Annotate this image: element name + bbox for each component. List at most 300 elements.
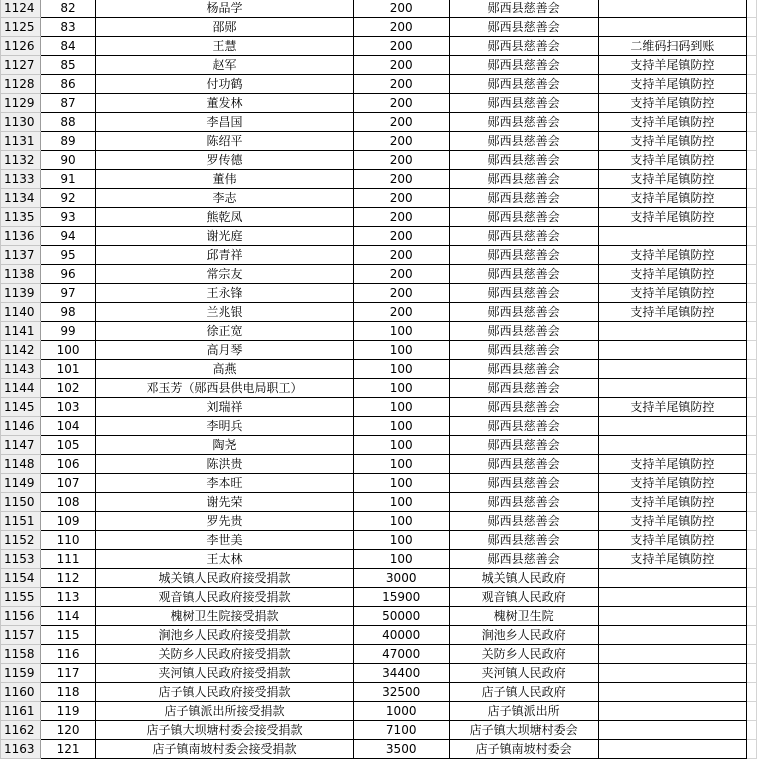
note-cell[interactable] xyxy=(598,645,747,664)
table-row xyxy=(1,683,757,702)
recipient-cell[interactable]: 郧西县慈善会 xyxy=(449,322,598,341)
amount-cell[interactable]: 100 xyxy=(353,550,449,569)
donor-name-cell[interactable]: 王太林 xyxy=(96,550,354,569)
note-cell[interactable] xyxy=(598,379,747,398)
row-header[interactable]: 1162 xyxy=(1,721,41,740)
row-header[interactable]: 1133 xyxy=(1,170,41,189)
note-cell[interactable]: 支持羊尾镇防控 xyxy=(598,75,747,94)
empty-cell[interactable] xyxy=(747,607,757,626)
donor-name-cell[interactable]: 李昌国 xyxy=(96,113,354,132)
row-header[interactable]: 1130 xyxy=(1,113,41,132)
row-header[interactable]: 1124 xyxy=(1,0,41,18)
row-header[interactable]: 1136 xyxy=(1,227,41,246)
donor-name-cell[interactable]: 王永锋 xyxy=(96,284,354,303)
note-cell[interactable]: 支持羊尾镇防控 xyxy=(598,493,747,512)
recipient-cell[interactable]: 郧西县慈善会 xyxy=(449,531,598,550)
amount-cell[interactable]: 100 xyxy=(353,436,449,455)
donor-name-cell[interactable]: 店子镇南坡村委会接受捐款 xyxy=(96,740,354,759)
amount-cell[interactable]: 3500 xyxy=(353,740,449,759)
empty-cell[interactable] xyxy=(747,740,757,759)
serial-number-cell[interactable]: 106 xyxy=(40,455,95,474)
row-header[interactable]: 1135 xyxy=(1,208,41,227)
table-row xyxy=(1,645,757,664)
serial-number-cell[interactable]: 95 xyxy=(40,246,95,265)
empty-cell[interactable] xyxy=(747,113,757,132)
note-cell[interactable] xyxy=(598,227,747,246)
recipient-cell[interactable]: 城关镇人民政府 xyxy=(449,569,598,588)
row-header[interactable]: 1151 xyxy=(1,512,41,531)
row-header[interactable]: 1157 xyxy=(1,626,41,645)
note-cell[interactable] xyxy=(598,569,747,588)
table-row xyxy=(1,531,757,550)
recipient-cell[interactable]: 涧池乡人民政府 xyxy=(449,626,598,645)
row-header[interactable]: 1155 xyxy=(1,588,41,607)
table-row xyxy=(1,303,757,322)
serial-number-cell[interactable]: 103 xyxy=(40,398,95,417)
row-header[interactable]: 1163 xyxy=(1,740,41,759)
note-cell[interactable] xyxy=(598,721,747,740)
serial-number-cell[interactable]: 112 xyxy=(40,569,95,588)
serial-number-cell[interactable]: 85 xyxy=(40,56,95,75)
note-cell[interactable] xyxy=(598,341,747,360)
note-cell[interactable]: 支持羊尾镇防控 xyxy=(598,132,747,151)
table-row xyxy=(1,740,757,759)
amount-cell[interactable]: 100 xyxy=(353,531,449,550)
serial-number-cell[interactable]: 104 xyxy=(40,417,95,436)
recipient-cell[interactable]: 郧西县慈善会 xyxy=(449,455,598,474)
amount-cell[interactable]: 100 xyxy=(353,341,449,360)
empty-cell[interactable] xyxy=(747,550,757,569)
table-row xyxy=(1,18,757,37)
donor-name-cell[interactable]: 槐树卫生院接受捐款 xyxy=(96,607,354,626)
note-cell[interactable]: 支持羊尾镇防控 xyxy=(598,531,747,550)
amount-cell[interactable]: 200 xyxy=(353,246,449,265)
empty-cell[interactable] xyxy=(747,151,757,170)
row-header[interactable]: 1149 xyxy=(1,474,41,493)
donor-name-cell[interactable]: 刘瑞祥 xyxy=(96,398,354,417)
serial-number-cell[interactable]: 84 xyxy=(40,37,95,56)
amount-cell[interactable]: 200 xyxy=(353,18,449,37)
note-cell[interactable] xyxy=(598,322,747,341)
recipient-cell[interactable]: 郧西县慈善会 xyxy=(449,75,598,94)
recipient-cell[interactable]: 郧西县慈善会 xyxy=(449,113,598,132)
donor-name-cell[interactable]: 赵军 xyxy=(96,56,354,75)
serial-number-cell[interactable]: 83 xyxy=(40,18,95,37)
serial-number-cell[interactable]: 98 xyxy=(40,303,95,322)
empty-cell[interactable] xyxy=(747,493,757,512)
recipient-cell[interactable]: 郧西县慈善会 xyxy=(449,550,598,569)
note-cell[interactable] xyxy=(598,360,747,379)
note-cell[interactable]: 支持羊尾镇防控 xyxy=(598,94,747,113)
row-header[interactable]: 1154 xyxy=(1,569,41,588)
amount-cell[interactable]: 200 xyxy=(353,75,449,94)
serial-number-cell[interactable]: 99 xyxy=(40,322,95,341)
donor-name-cell[interactable]: 陈洪贵 xyxy=(96,455,354,474)
recipient-cell[interactable]: 郧西县慈善会 xyxy=(449,94,598,113)
donor-name-cell[interactable]: 谢先荣 xyxy=(96,493,354,512)
table-row xyxy=(1,721,757,740)
recipient-cell[interactable]: 郧西县慈善会 xyxy=(449,379,598,398)
donor-name-cell[interactable]: 谢光庭 xyxy=(96,227,354,246)
serial-number-cell[interactable]: 115 xyxy=(40,626,95,645)
donor-name-cell[interactable]: 常宗友 xyxy=(96,265,354,284)
empty-cell[interactable] xyxy=(747,132,757,151)
note-cell[interactable]: 支持羊尾镇防控 xyxy=(598,550,747,569)
amount-cell[interactable]: 100 xyxy=(353,322,449,341)
empty-cell[interactable] xyxy=(747,721,757,740)
row-header[interactable]: 1125 xyxy=(1,18,41,37)
recipient-cell[interactable]: 郧西县慈善会 xyxy=(449,341,598,360)
empty-cell[interactable] xyxy=(747,379,757,398)
serial-number-cell[interactable]: 110 xyxy=(40,531,95,550)
donor-name-cell[interactable]: 李明兵 xyxy=(96,417,354,436)
serial-number-cell[interactable]: 100 xyxy=(40,341,95,360)
recipient-cell[interactable]: 郧西县慈善会 xyxy=(449,398,598,417)
amount-cell[interactable]: 200 xyxy=(353,170,449,189)
donor-name-cell[interactable]: 李本旺 xyxy=(96,474,354,493)
note-cell[interactable]: 支持羊尾镇防控 xyxy=(598,455,747,474)
serial-number-cell[interactable]: 101 xyxy=(40,360,95,379)
donor-name-cell[interactable]: 李世美 xyxy=(96,531,354,550)
empty-cell[interactable] xyxy=(747,360,757,379)
empty-cell[interactable] xyxy=(747,683,757,702)
row-header[interactable]: 1153 xyxy=(1,550,41,569)
row-header[interactable]: 1134 xyxy=(1,189,41,208)
serial-number-cell[interactable]: 86 xyxy=(40,75,95,94)
row-header[interactable]: 1128 xyxy=(1,75,41,94)
empty-cell[interactable] xyxy=(747,398,757,417)
recipient-cell[interactable]: 店子镇人民政府 xyxy=(449,683,598,702)
table-row xyxy=(1,284,757,303)
note-cell[interactable] xyxy=(598,18,747,37)
row-header[interactable]: 1152 xyxy=(1,531,41,550)
table-row xyxy=(1,189,757,208)
serial-number-cell[interactable]: 113 xyxy=(40,588,95,607)
note-cell[interactable]: 支持羊尾镇防控 xyxy=(598,170,747,189)
serial-number-cell[interactable]: 114 xyxy=(40,607,95,626)
recipient-cell[interactable]: 郧西县慈善会 xyxy=(449,170,598,189)
serial-number-cell[interactable]: 87 xyxy=(40,94,95,113)
recipient-cell[interactable]: 郧西县慈善会 xyxy=(449,360,598,379)
recipient-cell[interactable]: 郧西县慈善会 xyxy=(449,56,598,75)
donor-name-cell[interactable]: 陈绍平 xyxy=(96,132,354,151)
recipient-cell[interactable]: 郧西县慈善会 xyxy=(449,436,598,455)
recipient-cell[interactable]: 郧西县慈善会 xyxy=(449,512,598,531)
empty-cell[interactable] xyxy=(747,588,757,607)
recipient-cell[interactable]: 郧西县慈善会 xyxy=(449,474,598,493)
recipient-cell[interactable]: 店子镇派出所 xyxy=(449,702,598,721)
donor-name-cell[interactable]: 兰兆银 xyxy=(96,303,354,322)
empty-cell[interactable] xyxy=(747,645,757,664)
serial-number-cell[interactable]: 94 xyxy=(40,227,95,246)
donor-name-cell[interactable]: 罗传德 xyxy=(96,151,354,170)
empty-cell[interactable] xyxy=(747,303,757,322)
donor-name-cell[interactable]: 高燕 xyxy=(96,360,354,379)
amount-cell[interactable]: 1000 xyxy=(353,702,449,721)
empty-cell[interactable] xyxy=(747,512,757,531)
recipient-cell[interactable]: 郧西县慈善会 xyxy=(449,265,598,284)
row-header[interactable]: 1145 xyxy=(1,398,41,417)
table-row xyxy=(1,512,757,531)
amount-cell[interactable]: 100 xyxy=(353,398,449,417)
recipient-cell[interactable]: 郧西县慈善会 xyxy=(449,0,598,18)
donor-name-cell[interactable]: 城关镇人民政府接受捐款 xyxy=(96,569,354,588)
note-cell[interactable] xyxy=(598,588,747,607)
note-cell[interactable]: 支持羊尾镇防控 xyxy=(598,512,747,531)
amount-cell[interactable]: 200 xyxy=(353,284,449,303)
donor-name-cell[interactable]: 董发林 xyxy=(96,94,354,113)
amount-cell[interactable]: 100 xyxy=(353,512,449,531)
note-cell[interactable] xyxy=(598,740,747,759)
donor-name-cell[interactable]: 涧池乡人民政府接受捐款 xyxy=(96,626,354,645)
donor-name-cell[interactable]: 高月琴 xyxy=(96,341,354,360)
empty-cell[interactable] xyxy=(747,455,757,474)
amount-cell[interactable]: 200 xyxy=(353,303,449,322)
serial-number-cell[interactable]: 96 xyxy=(40,265,95,284)
recipient-cell[interactable]: 郧西县慈善会 xyxy=(449,18,598,37)
recipient-cell[interactable]: 郧西县慈善会 xyxy=(449,303,598,322)
serial-number-cell[interactable]: 82 xyxy=(40,0,95,18)
row-header[interactable]: 1146 xyxy=(1,417,41,436)
table-row xyxy=(1,569,757,588)
row-header[interactable]: 1140 xyxy=(1,303,41,322)
recipient-cell[interactable]: 店子镇南坡村委会 xyxy=(449,740,598,759)
note-cell[interactable]: 支持羊尾镇防控 xyxy=(598,246,747,265)
recipient-cell[interactable]: 夹河镇人民政府 xyxy=(449,664,598,683)
empty-cell[interactable] xyxy=(747,75,757,94)
empty-cell[interactable] xyxy=(747,246,757,265)
serial-number-cell[interactable]: 97 xyxy=(40,284,95,303)
table-row xyxy=(1,37,757,56)
donor-name-cell[interactable]: 付功鹤 xyxy=(96,75,354,94)
note-cell[interactable] xyxy=(598,683,747,702)
amount-cell[interactable]: 200 xyxy=(353,94,449,113)
donor-name-cell[interactable]: 店子镇大坝塘村委会接受捐款 xyxy=(96,721,354,740)
row-header[interactable]: 1143 xyxy=(1,360,41,379)
serial-number-cell[interactable]: 90 xyxy=(40,151,95,170)
serial-number-cell[interactable]: 107 xyxy=(40,474,95,493)
amount-cell[interactable]: 200 xyxy=(353,189,449,208)
note-cell[interactable] xyxy=(598,607,747,626)
table-row xyxy=(1,493,757,512)
donor-name-cell[interactable]: 罗先贵 xyxy=(96,512,354,531)
serial-number-cell[interactable]: 111 xyxy=(40,550,95,569)
note-cell[interactable] xyxy=(598,0,747,18)
donor-name-cell[interactable]: 邵郧 xyxy=(96,18,354,37)
empty-cell[interactable] xyxy=(747,265,757,284)
amount-cell[interactable]: 100 xyxy=(353,360,449,379)
donor-name-cell[interactable]: 李志 xyxy=(96,189,354,208)
serial-number-cell[interactable]: 93 xyxy=(40,208,95,227)
note-cell[interactable]: 支持羊尾镇防控 xyxy=(598,189,747,208)
serial-number-cell[interactable]: 109 xyxy=(40,512,95,531)
empty-cell[interactable] xyxy=(747,322,757,341)
recipient-cell[interactable]: 槐树卫生院 xyxy=(449,607,598,626)
row-header[interactable]: 1144 xyxy=(1,379,41,398)
empty-cell[interactable] xyxy=(747,37,757,56)
recipient-cell[interactable]: 关防乡人民政府 xyxy=(449,645,598,664)
row-header[interactable]: 1138 xyxy=(1,265,41,284)
serial-number-cell[interactable]: 89 xyxy=(40,132,95,151)
row-header[interactable]: 1142 xyxy=(1,341,41,360)
recipient-cell[interactable]: 郧西县慈善会 xyxy=(449,227,598,246)
note-cell[interactable]: 支持羊尾镇防控 xyxy=(598,284,747,303)
empty-cell[interactable] xyxy=(747,56,757,75)
empty-cell[interactable] xyxy=(747,664,757,683)
note-cell[interactable] xyxy=(598,702,747,721)
amount-cell[interactable]: 7100 xyxy=(353,721,449,740)
table-row xyxy=(1,132,757,151)
serial-number-cell[interactable]: 117 xyxy=(40,664,95,683)
note-cell[interactable]: 支持羊尾镇防控 xyxy=(598,208,747,227)
recipient-cell[interactable]: 郧西县慈善会 xyxy=(449,493,598,512)
empty-cell[interactable] xyxy=(747,189,757,208)
table-row xyxy=(1,626,757,645)
empty-cell[interactable] xyxy=(747,569,757,588)
amount-cell[interactable]: 200 xyxy=(353,0,449,18)
serial-number-cell[interactable]: 108 xyxy=(40,493,95,512)
donor-name-cell[interactable]: 徐正宽 xyxy=(96,322,354,341)
serial-number-cell[interactable]: 121 xyxy=(40,740,95,759)
empty-cell[interactable] xyxy=(747,436,757,455)
note-cell[interactable] xyxy=(598,664,747,683)
row-header[interactable]: 1141 xyxy=(1,322,41,341)
donor-name-cell[interactable]: 夹河镇人民政府接受捐款 xyxy=(96,664,354,683)
table-row xyxy=(1,170,757,189)
donor-name-cell[interactable]: 店子镇派出所接受捐款 xyxy=(96,702,354,721)
empty-cell[interactable] xyxy=(747,702,757,721)
donor-name-cell[interactable]: 观音镇人民政府接受捐款 xyxy=(96,588,354,607)
recipient-cell[interactable]: 郧西县慈善会 xyxy=(449,208,598,227)
serial-number-cell[interactable]: 105 xyxy=(40,436,95,455)
recipient-cell[interactable]: 郧西县慈善会 xyxy=(449,246,598,265)
serial-number-cell[interactable]: 91 xyxy=(40,170,95,189)
amount-cell[interactable]: 15900 xyxy=(353,588,449,607)
amount-cell[interactable]: 200 xyxy=(353,37,449,56)
donor-name-cell[interactable]: 杨品学 xyxy=(96,0,354,18)
recipient-cell[interactable]: 郧西县慈善会 xyxy=(449,417,598,436)
serial-number-cell[interactable]: 88 xyxy=(40,113,95,132)
amount-cell[interactable]: 200 xyxy=(353,151,449,170)
empty-cell[interactable] xyxy=(747,284,757,303)
amount-cell[interactable]: 32500 xyxy=(353,683,449,702)
row-header[interactable]: 1156 xyxy=(1,607,41,626)
note-cell[interactable]: 支持羊尾镇防控 xyxy=(598,474,747,493)
donor-name-cell[interactable]: 王慧 xyxy=(96,37,354,56)
row-header[interactable]: 1131 xyxy=(1,132,41,151)
amount-cell[interactable]: 50000 xyxy=(353,607,449,626)
note-cell[interactable] xyxy=(598,626,747,645)
serial-number-cell[interactable]: 102 xyxy=(40,379,95,398)
row-header[interactable]: 1127 xyxy=(1,56,41,75)
row-header[interactable]: 1161 xyxy=(1,702,41,721)
amount-cell[interactable]: 100 xyxy=(353,455,449,474)
serial-number-cell[interactable]: 92 xyxy=(40,189,95,208)
table-row xyxy=(1,322,757,341)
amount-cell[interactable]: 40000 xyxy=(353,626,449,645)
amount-cell[interactable]: 200 xyxy=(353,208,449,227)
serial-number-cell[interactable]: 119 xyxy=(40,702,95,721)
recipient-cell[interactable]: 观音镇人民政府 xyxy=(449,588,598,607)
empty-cell[interactable] xyxy=(747,417,757,436)
row-header[interactable]: 1137 xyxy=(1,246,41,265)
donor-name-cell[interactable]: 陶尧 xyxy=(96,436,354,455)
note-cell[interactable]: 支持羊尾镇防控 xyxy=(598,398,747,417)
empty-cell[interactable] xyxy=(747,341,757,360)
note-cell[interactable] xyxy=(598,436,747,455)
amount-cell[interactable]: 200 xyxy=(353,227,449,246)
empty-cell[interactable] xyxy=(747,227,757,246)
table-row xyxy=(1,0,757,18)
donor-name-cell[interactable]: 邱青祥 xyxy=(96,246,354,265)
amount-cell[interactable]: 200 xyxy=(353,113,449,132)
note-cell[interactable]: 支持羊尾镇防控 xyxy=(598,151,747,170)
note-cell[interactable] xyxy=(598,417,747,436)
donor-name-cell[interactable]: 熊乾凤 xyxy=(96,208,354,227)
amount-cell[interactable]: 100 xyxy=(353,474,449,493)
row-header[interactable]: 1150 xyxy=(1,493,41,512)
note-cell[interactable]: 支持羊尾镇防控 xyxy=(598,265,747,284)
recipient-cell[interactable]: 郧西县慈善会 xyxy=(449,284,598,303)
donor-name-cell[interactable]: 关防乡人民政府接受捐款 xyxy=(96,645,354,664)
note-cell[interactable]: 支持羊尾镇防控 xyxy=(598,56,747,75)
row-header[interactable]: 1158 xyxy=(1,645,41,664)
row-header[interactable]: 1159 xyxy=(1,664,41,683)
empty-cell[interactable] xyxy=(747,94,757,113)
row-header[interactable]: 1132 xyxy=(1,151,41,170)
empty-cell[interactable] xyxy=(747,0,757,18)
row-header[interactable]: 1139 xyxy=(1,284,41,303)
serial-number-cell[interactable]: 116 xyxy=(40,645,95,664)
note-cell[interactable]: 支持羊尾镇防控 xyxy=(598,113,747,132)
recipient-cell[interactable]: 店子镇大坝塘村委会 xyxy=(449,721,598,740)
recipient-cell[interactable]: 郧西县慈善会 xyxy=(449,132,598,151)
amount-cell[interactable]: 3000 xyxy=(353,569,449,588)
note-cell[interactable]: 支持羊尾镇防控 xyxy=(598,303,747,322)
donor-name-cell[interactable]: 董伟 xyxy=(96,170,354,189)
amount-cell[interactable]: 200 xyxy=(353,56,449,75)
serial-number-cell[interactable]: 118 xyxy=(40,683,95,702)
serial-number-cell[interactable]: 120 xyxy=(40,721,95,740)
table-row xyxy=(1,664,757,683)
empty-cell[interactable] xyxy=(747,531,757,550)
amount-cell[interactable]: 47000 xyxy=(353,645,449,664)
row-header[interactable]: 1160 xyxy=(1,683,41,702)
row-header[interactable]: 1129 xyxy=(1,94,41,113)
recipient-cell[interactable]: 郧西县慈善会 xyxy=(449,37,598,56)
empty-cell[interactable] xyxy=(747,626,757,645)
empty-cell[interactable] xyxy=(747,170,757,189)
row-header[interactable]: 1126 xyxy=(1,37,41,56)
donor-name-cell[interactable]: 邓玉芳（郧西县供电局职工） xyxy=(96,379,354,398)
amount-cell[interactable]: 100 xyxy=(353,493,449,512)
note-cell[interactable]: 二维码扫码到账 xyxy=(598,37,747,56)
table-row xyxy=(1,208,757,227)
donor-name-cell[interactable]: 店子镇人民政府接受捐款 xyxy=(96,683,354,702)
row-header[interactable]: 1147 xyxy=(1,436,41,455)
recipient-cell[interactable]: 郧西县慈善会 xyxy=(449,151,598,170)
amount-cell[interactable]: 100 xyxy=(353,417,449,436)
amount-cell[interactable]: 200 xyxy=(353,265,449,284)
amount-cell[interactable]: 34400 xyxy=(353,664,449,683)
empty-cell[interactable] xyxy=(747,18,757,37)
recipient-cell[interactable]: 郧西县慈善会 xyxy=(449,189,598,208)
empty-cell[interactable] xyxy=(747,208,757,227)
amount-cell[interactable]: 100 xyxy=(353,379,449,398)
empty-cell[interactable] xyxy=(747,474,757,493)
amount-cell[interactable]: 200 xyxy=(353,132,449,151)
row-header[interactable]: 1148 xyxy=(1,455,41,474)
